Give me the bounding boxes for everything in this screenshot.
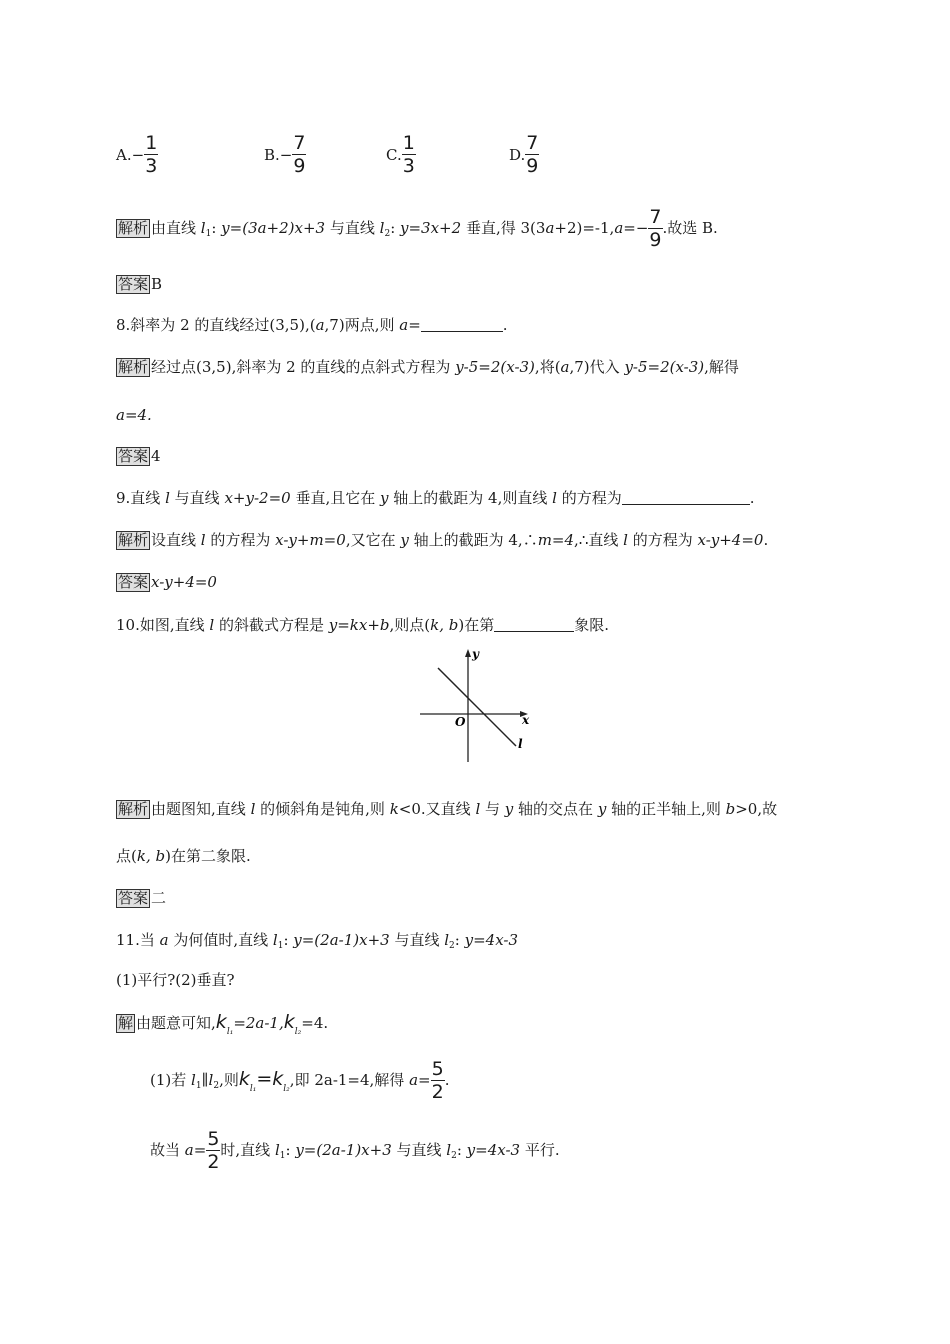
q8-answer: 答案 4 bbox=[118, 447, 161, 465]
fraction: $\frac{7}{9}$ bbox=[526, 132, 539, 177]
analysis-tag: 解析 bbox=[118, 800, 149, 818]
option-d: D. $\frac{7}{9}$ bbox=[509, 132, 539, 177]
q10-analysis-cont: 点(k, b)在第二象限. bbox=[116, 847, 251, 865]
answer-tag: 答案 bbox=[118, 573, 149, 591]
option-c: C. $\frac{1}{3}$ bbox=[386, 132, 415, 177]
fraction: $\frac{1}{3}$ bbox=[145, 132, 158, 177]
y-label: y bbox=[472, 647, 479, 661]
origin-label: O bbox=[455, 715, 466, 729]
answer-blank[interactable] bbox=[622, 490, 750, 505]
fraction: $\frac{5}{2}$ bbox=[431, 1058, 444, 1103]
option-a: A.− $\frac{1}{3}$ bbox=[116, 132, 158, 177]
analysis-tag: 解析 bbox=[118, 531, 149, 549]
line-label: l bbox=[518, 737, 523, 751]
fraction: $\frac{7}{9}$ bbox=[293, 132, 306, 177]
answer-tag: 答案 bbox=[118, 889, 149, 907]
q9-analysis: 解析 设直线 l 的方程为 x-y+m=0,又它在 y 轴上的截距为 4,∴m=4,∴直线 l 的方程为 x-y+4=0. bbox=[118, 531, 769, 549]
q11-parts: (1)平行?(2)垂直? bbox=[116, 971, 235, 989]
answer-blank[interactable] bbox=[494, 617, 574, 632]
fraction: $\frac{5}{2}$ bbox=[207, 1128, 220, 1173]
line-l bbox=[438, 668, 516, 746]
q9-question: 9.直线 l 与直线 x+y-2=0 垂直,且它在 y 轴上的截距为 4,则直线 l 的方程为 . bbox=[116, 489, 755, 507]
q7-answer: 答案 B bbox=[118, 275, 163, 293]
answer-tag: 答案 bbox=[118, 275, 149, 293]
option-b: B.− $\frac{7}{9}$ bbox=[264, 132, 306, 177]
fraction: $\frac{1}{3}$ bbox=[402, 132, 415, 177]
y-arrow bbox=[465, 649, 471, 657]
q10-analysis: 解析 由题图知,直线 l 的倾斜角是钝角,则 k<0.又直线 l 与 y 轴的交点在 y 轴的正半轴上,则 b>0,故 bbox=[118, 800, 778, 818]
q9-answer: 答案 x-y+4=0 bbox=[118, 573, 217, 591]
x-label: x bbox=[522, 713, 530, 727]
line-graph-figure bbox=[412, 644, 542, 764]
q10-question: 10.如图,直线 l 的斜截式方程是 y=kx+b,则点(k, b)在第 象限. bbox=[116, 616, 610, 634]
analysis-tag: 解析 bbox=[118, 219, 149, 237]
analysis-tag: 解析 bbox=[118, 358, 149, 376]
answer-tag: 答案 bbox=[118, 447, 149, 465]
answer-blank[interactable] bbox=[421, 317, 503, 332]
solution-tag: 解 bbox=[118, 1014, 134, 1032]
q8-analysis-cont: a=4. bbox=[116, 406, 152, 424]
q11-part1: (1)若 $l_1\parallel l_2$,则$k_{l_1}=k_{l_2}$,即 2a-1=4,解得 a= $\frac{5}{2}$ . bbox=[150, 1058, 450, 1103]
q8-question: 8.斜率为 2 的直线经过(3,5),(a,7)两点,则 a= . bbox=[116, 316, 508, 334]
q8-analysis: 解析 经过点(3,5),斜率为 2 的直线的点斜式方程为 y-5=2(x-3),将(a,7)代入 y-5=2(x-3),解得 bbox=[118, 358, 739, 376]
q11-solution: 解 由题意可知$,k_{l_1}=2a-1,k_{l_2}=4$. bbox=[118, 1011, 329, 1037]
fraction: $\frac{7}{9}$ bbox=[649, 206, 662, 251]
q11-question: 11.当 a 为何值时,直线 $l_1$: y=(2a-1)x+3 与直线 $l_2$: y=4x-3 bbox=[116, 931, 519, 951]
q11-conclusion: 故当 a= $\frac{5}{2}$ 时,直线 $l_1$: y=(2a-1)x+3 与直线 $l_2$: y=4x-3 平行. bbox=[150, 1128, 560, 1173]
q10-answer: 答案 二 bbox=[118, 889, 167, 907]
q7-analysis: 解析 由直线 $l_1$: y=(3a+2)x+3 与直线 $l_2$: y=3x+2 垂直,得 3(3a+2)=-1,a=− $\frac{7}{9}$ .故选 B. bbox=[118, 206, 718, 251]
